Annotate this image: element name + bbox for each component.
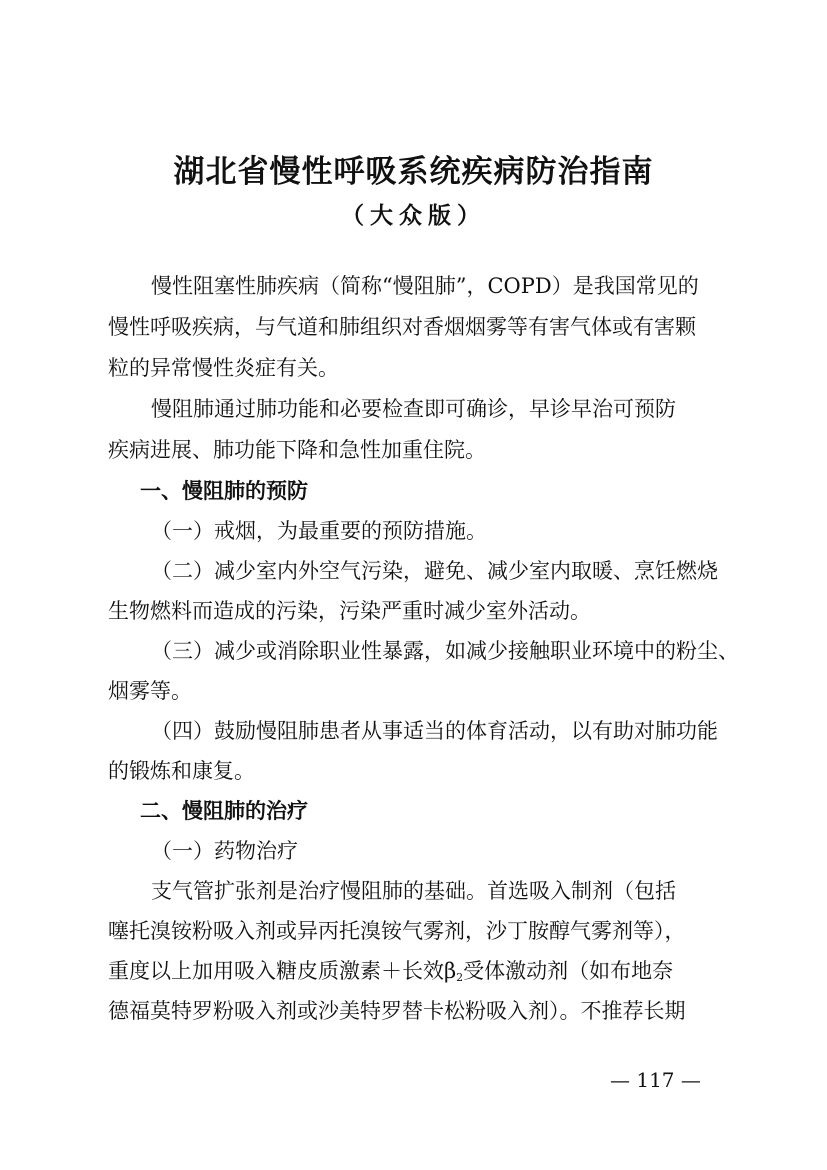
paragraph-line: 德福莫特罗粉吸入剂或沙美特罗替卡松粉吸入剂）。不推荐长期	[108, 999, 686, 1023]
paragraph-line: （四）鼓励慢阻肺患者从事适当的体育活动，以有助对肺功能	[151, 719, 718, 743]
page-number: — 117 —	[610, 1068, 701, 1092]
paragraph-line	[108, 957, 673, 992]
text-segment: 受体激动剂（如布地奈	[463, 959, 674, 983]
paragraph-line: 慢性阻塞性肺疾病（简称“慢阻肺”，COPD）是我国常见的	[151, 274, 699, 298]
document-subtitle: （大众版）	[341, 202, 486, 229]
paragraph-line: 慢性呼吸疾病，与气道和肺组织对香烟烟雾等有害气体或有害颗	[108, 315, 696, 339]
paragraph-line: （一）戒烟，为最重要的预防措施。	[151, 519, 487, 543]
paragraph-line: （一）药物治疗	[151, 839, 298, 863]
subscript: 2	[456, 971, 464, 984]
section-heading: 一、慢阻肺的预防	[140, 479, 308, 503]
paragraph-line: 疾病进展、肺功能下降和急性加重住院。	[108, 438, 486, 462]
paragraph-line: （三）减少或消除职业性暴露，如减少接触职业环境中的粉尘、	[151, 639, 739, 663]
document-title: 湖北省慢性呼吸系统疾病防治指南	[173, 154, 654, 190]
section-heading: 二、慢阻肺的治疗	[140, 799, 308, 823]
paragraph-line: （二）减少室内外空气污染，避免、减少室内取暖、烹饪燃烧	[151, 559, 718, 583]
paragraph-line: 的锻炼和康复。	[108, 759, 255, 783]
paragraph-line: 支气管扩张剂是治疗慢阻肺的基础。首选吸入制剂（包括	[151, 879, 676, 903]
paragraph-line: 粒的异常慢性炎症有关。	[108, 356, 339, 380]
paragraph-line: 慢阻肺通过肺功能和必要检查即可确诊，早诊早治可预防	[151, 397, 676, 421]
paragraph-line: 烟雾等。	[108, 679, 192, 703]
paragraph-line: 噻托溴铵粉吸入剂或异丙托溴铵气雾剂，沙丁胺醇气雾剂等），	[108, 919, 686, 943]
text-segment: 重度以上加用吸入糖皮质激素＋长效β	[108, 959, 457, 983]
paragraph-line: 生物燃料而造成的污染，污染严重时减少室外活动。	[108, 599, 591, 623]
